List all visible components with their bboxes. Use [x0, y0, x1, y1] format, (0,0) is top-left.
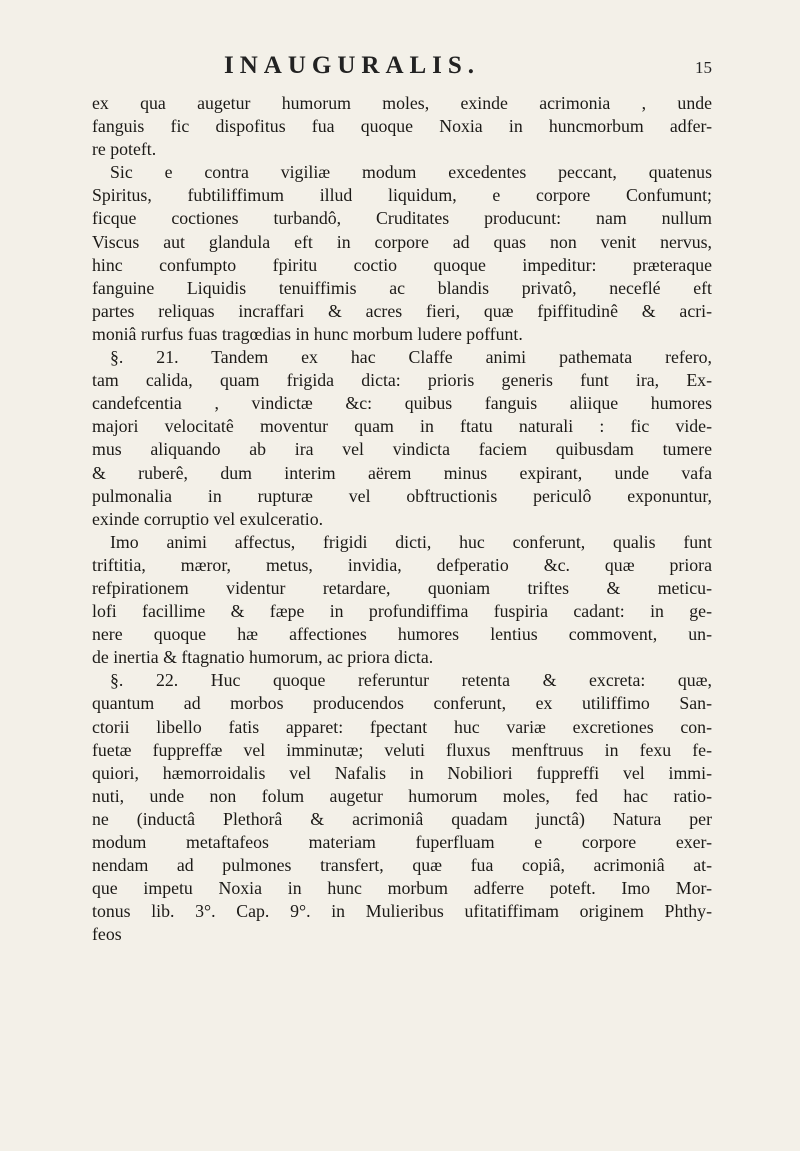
running-head	[92, 52, 712, 92]
text-line: ficque coctiones turbandô, Cruditates producunt: nam nullum	[92, 208, 712, 229]
text-line: mus aliquando ab ira vel vindicta faciem quibusdam tumere	[92, 439, 712, 460]
text-line: ctorii libello fatis apparet: fpectant huc variæ excretiones con-	[92, 716, 712, 737]
catchword: feos	[92, 924, 122, 945]
text-line: ne (inductâ Plethorâ & acrimoniâ quadam junctâ) Natura per	[92, 808, 712, 829]
text-line: Viscus aut glandula eft in corpore ad quas non venit nervus,	[92, 231, 712, 252]
text-line: partes reliquas incraffari & acres fieri, quæ fpiffitudinê & acri-	[92, 300, 712, 321]
text-line: moniâ rurfus fuas tragœdias in hunc morbum ludere poffunt.	[92, 323, 523, 344]
text-line: nere quoque hæ affectiones humores lentius commovent, un-	[92, 624, 712, 645]
text-line: fanguis fic dispofitus fua quoque Noxia in huncmorbum adfer-	[92, 116, 712, 137]
text-line: modum metaftafeos materiam fuperfluam e corpore exer-	[92, 832, 712, 852]
page-number: 15	[695, 58, 712, 77]
text-line: quiori, hæmorroidalis vel Nafalis in Nobiliori fuppreffi vel immi-	[92, 762, 712, 783]
text-line: §. 22. Huc quoque referuntur retenta & excreta: quæ,	[110, 670, 712, 691]
text-line: de inertia & ftagnatio humorum, ac priora dicta.	[92, 647, 434, 668]
text-line: Sic e contra vigiliæ modum excedentes peccant, quatenus	[110, 162, 712, 183]
text-line: refpirationem videntur retardare, quoniam triftes & meticu-	[92, 577, 712, 598]
text-line: nendam ad pulmones transfert, quæ fua copiâ, acrimoniâ at-	[92, 855, 712, 876]
text-line: hinc confumpto fpiritu coctio quoque impeditur: præteraque	[92, 254, 712, 275]
text-line: fuetæ fuppreffæ vel imminutæ; veluti fluxus menftruus in fexu fe-	[92, 739, 712, 760]
text-line: exinde corruptio vel exulceratio.	[92, 508, 324, 529]
text-line: triftitia, mæror, metus, invidia, defperatio &c. quæ priora	[92, 554, 712, 575]
text-line: ex qua augetur humorum moles, exinde acrimonia , unde	[92, 93, 712, 113]
text-line: & ruberê, dum interim aërem minus expirant, unde vafa	[92, 462, 712, 483]
text-line: pulmonalia in rupturæ vel obftructionis periculô exponuntur,	[92, 485, 712, 506]
text-line: fanguine Liquidis tenuiffimis ac blandis privatô, neceflé eft	[92, 277, 712, 298]
text-line: tam calida, quam frigida dicta: prioris generis funt ira, Ex-	[92, 370, 712, 391]
text-line: tonus lib. 3°. Cap. 9°. in Mulieribus ufitatiffimam originem Phthy-	[92, 901, 712, 922]
running-title: INAUGURALIS.	[224, 52, 481, 79]
text-line: §. 21. Tandem ex hac Claffe animi pathemata refero,	[110, 347, 712, 368]
text-line: quantum ad morbos producendos conferunt, ex utiliffimo San-	[92, 693, 712, 714]
text-line: Spiritus, fubtiliffimum illud liquidum, e corpore Confumunt;	[92, 185, 712, 206]
text-line: lofi facillime & fæpe in profundiffima fuspiria cadant: in ge-	[92, 601, 712, 622]
text-line: que impetu Noxia in hunc morbum adferre poteft. Imo Mor-	[92, 878, 712, 899]
text-line: Imo animi affectus, frigidi dicti, huc conferunt, qualis funt	[110, 531, 712, 552]
text-line: candefcentia , vindictæ &c: quibus fanguis aliique humores	[92, 393, 712, 414]
text-line: nuti, unde non folum augetur humorum moles, fed hac ratio-	[92, 785, 712, 806]
text-line: re poteft.	[92, 139, 157, 160]
text-line: majori velocitatê moventur quam in ftatu naturali : fic vide-	[92, 416, 712, 437]
body-text	[92, 92, 712, 946]
